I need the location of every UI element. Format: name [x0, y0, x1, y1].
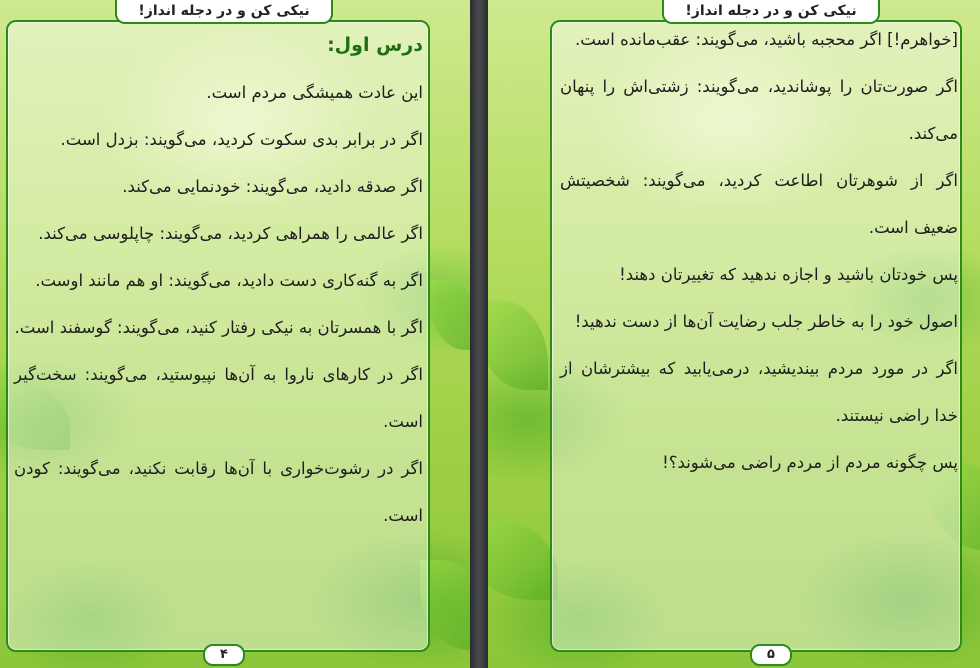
- left-page: [0, 0, 470, 668]
- paragraph: اگر به گنه‌کاری دست دادید، می‌گویند: او هم مانند اوست.: [35, 271, 423, 290]
- paragraph: اگر با همسرتان به نیکی رفتار کنید، می‌گویند: گوسفند است.: [14, 318, 423, 337]
- paragraph: پس چگونه مردم از مردم راضی می‌شوند؟!: [662, 453, 958, 472]
- paragraph: اگر عالمی را همراهی کردید، می‌گویند: چاپلوسی می‌کند.: [38, 224, 423, 243]
- leaf-decoration: [488, 300, 548, 390]
- page-text: [560, 16, 958, 486]
- lesson-heading: درس اول:: [327, 34, 423, 56]
- leaf-decoration: [488, 520, 558, 600]
- paragraph: [خواهرم!] اگر محجبه باشید، می‌گویند: عقب‌مانده است.: [575, 30, 958, 49]
- paragraph: اگر در برابر بدی سکوت کردید، می‌گویند: بزدل است.: [60, 130, 423, 149]
- page-number: ۵: [750, 644, 792, 666]
- paragraph: اگر در رشوت‌خواری با آن‌ها رقابت نکنید، می‌گویند: کودن است.: [14, 459, 423, 525]
- paragraph: اگر صورت‌تان را پوشاندید، می‌گویند: زشتی‌اش را پنهان می‌کند.: [560, 77, 958, 143]
- paragraph: اگر در کارهای ناروا به آن‌ها نپیوستید، می‌گویند: سخت‌گیر است.: [14, 365, 423, 431]
- leaf-decoration: [430, 280, 470, 350]
- book-spine: [470, 0, 488, 668]
- paragraph: این عادت همیشگی مردم است.: [206, 83, 423, 102]
- right-page: [488, 0, 980, 668]
- page-text: [14, 22, 423, 539]
- paragraph: اگر از شوهرتان اطاعت کردید، می‌گویند: شخصیتش ضعیف است.: [560, 171, 958, 237]
- page-number: ۴: [203, 644, 245, 666]
- book-title: نیکی کن و در دجله انداز!: [662, 0, 880, 24]
- paragraph: اگر صدقه دادید، می‌گویند: خودنمایی می‌کند.: [122, 177, 423, 196]
- paragraph: اگر در مورد مردم بیندیشید، درمی‌یابید که بیشترشان از خدا راضی نیستند.: [560, 359, 958, 425]
- paragraph: پس خودتان باشید و اجازه ندهید که تغییرتان دهند!: [619, 265, 958, 284]
- paragraph: اصول خود را به خاطر جلب رضایت آن‌ها از دست ندهید!: [574, 312, 958, 331]
- book-title: نیکی کن و در دجله انداز!: [115, 0, 333, 24]
